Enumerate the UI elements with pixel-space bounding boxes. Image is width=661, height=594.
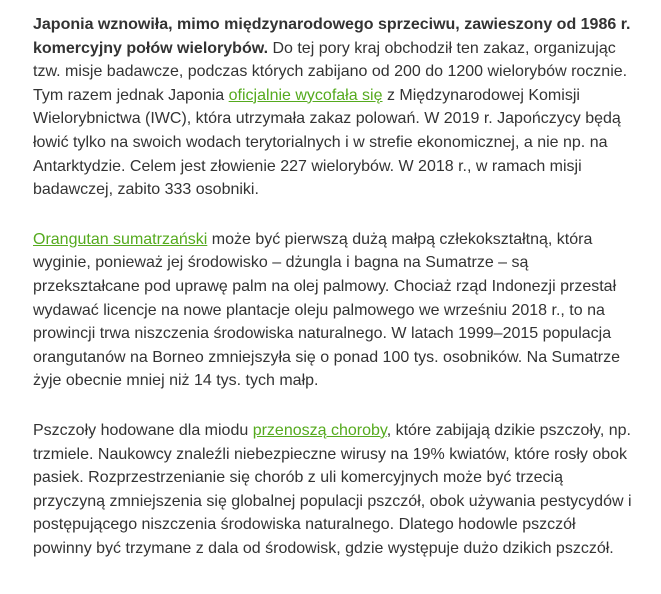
paragraph-whaling xyxy=(33,13,637,202)
link-transmit-diseases[interactable]: przenoszą choroby xyxy=(252,421,387,439)
orangutan-body-text: może być pierwszą dużą małpą człekokształtną, która wyginie, ponieważ jej środowisko – dżungla i bagna na Sumatrze – są przekształcane pod uprawę palm na olej palmowy. Chociaż rząd Indonezji przestał wydawać licencje na nowe plantacje oleju palmowego we wrześniu 2018 r., to na prowincji trwa niszczenia środowiska naturalnego. W latach 1999–2015 populacja orangutanów na Borneo zmniejszyła się o ponad 100 tys. osobników. Na Sumatrze żyje obecnie mniej niż 14 tys. tych małp. xyxy=(33,230,621,390)
article-body xyxy=(33,13,637,560)
bees-body-text-2: , które zabijają dzikie pszczoły, np. trzmiele. Naukowcy znaleźli niebezpieczne wirusy na 19% kwiatów, które rosły obok pasiek. Rozprzestrzenianie się chorób z uli komercyjnych może być trzecią przyczyną zmniejszenia się globalnej populacji pszczół, obok używania pestycydów i postępującego niszczenia środowiska naturalnego. Dlatego hodowle pszczół powinny być trzymane z dala od środowisk, gdzie występuje dużo dzikich pszczół. xyxy=(33,421,632,557)
paragraph-orangutan xyxy=(33,228,637,393)
link-sumatran-orangutan[interactable]: Orangutan sumatrzański xyxy=(33,230,208,248)
whaling-lead-bold-text: Japonia wznowiła, mimo międzynarodowego sprzeciwu, zawieszony od 1986 r. komercyjny połów wielorybów. xyxy=(33,16,631,57)
whaling-body-text-1: Do tej pory kraj obchodził ten zakaz, organizując tzw. misje badawcze, podczas których zabijano od 200 do 1200 wielorybów rocznie. Tym razem jednak Japonia xyxy=(33,39,628,104)
whaling-body-text-2: z Międzynarodowej Komisji Wielorybnictwa (IWC), która utrzymała zakaz polowań. W 2019 r. Japończycy będą łowić tylko na swoich wodach terytorialnych i w strefie ekonomicznej, a nie np. na Antarktydzie. Celem jest złowienie 227 wielorybów. W 2018 r., w ramach misji badawczej, zabito 333 osobniki. xyxy=(33,86,621,199)
bees-body-text-1: Pszczoły hodowane dla miodu xyxy=(33,421,253,439)
link-officially-withdrew[interactable]: oficjalnie wycofała się xyxy=(228,86,383,104)
paragraph-bees xyxy=(33,419,637,561)
